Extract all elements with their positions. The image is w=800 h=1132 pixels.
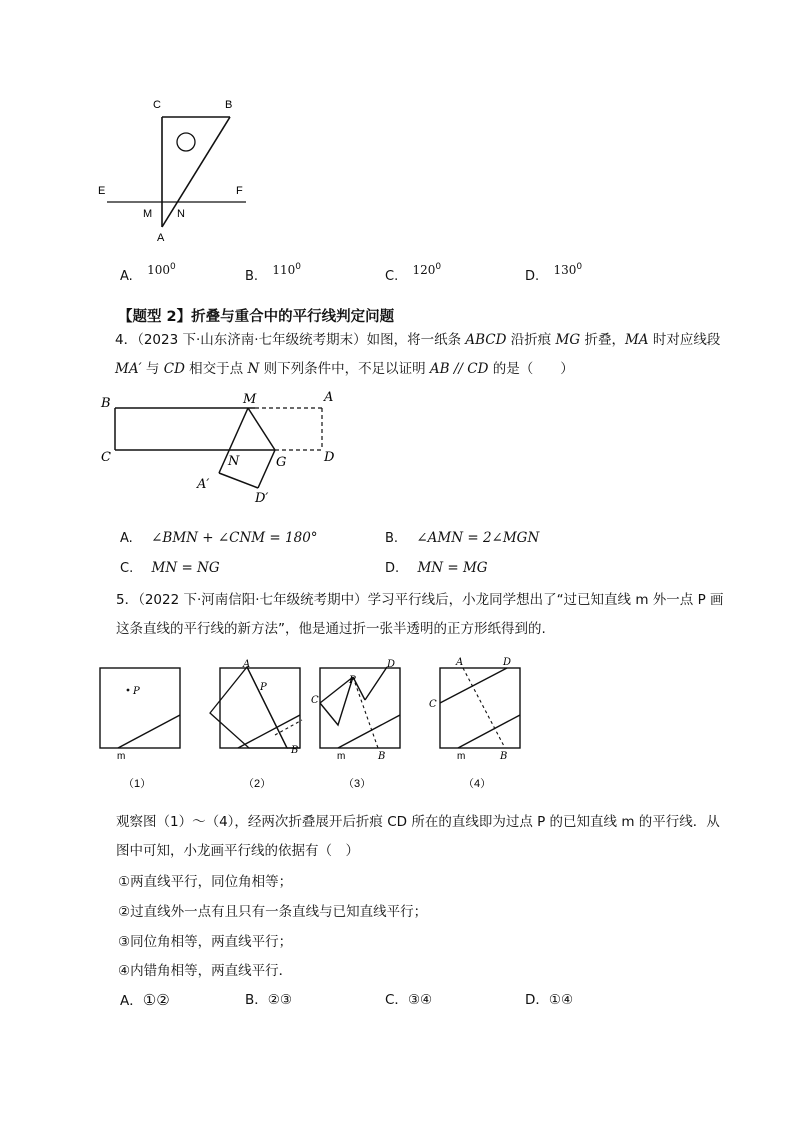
- q4-line-1: 4．（2023 下·山东济南·七年级统考期末）如图，将一纸条 ABCD 沿折痕 MG 折叠，MA 时对应线段: [115, 332, 721, 348]
- fig1-caption: （1）: [123, 778, 152, 790]
- section-heading: 【题型 2】折叠与重合中的平行线判定问题: [118, 309, 395, 325]
- q4-option-a: A. ∠BMN + ∠CNM = 180°: [120, 530, 318, 546]
- q3-option-d: D. $130^0$: [525, 262, 583, 284]
- fig1-label-P: P: [133, 686, 140, 697]
- q4-option-c: C. MN = NG: [120, 560, 220, 576]
- label-C: C: [101, 450, 111, 465]
- q5-option-b: B．②③: [245, 992, 292, 1008]
- label-D: D: [324, 450, 335, 465]
- q5-observe-1: 观察图（1）～（4），经两次折叠展开后折痕 CD 所在的直线即为过点 P 的已知直线 m 的平行线．从: [116, 814, 720, 830]
- q5-statement-2: ②过直线外一点有且只有一条直线与已知直线平行；: [118, 904, 428, 920]
- q5-figure-1: [100, 668, 180, 762]
- label-M: M: [243, 392, 257, 407]
- fig4-label-A: A: [456, 657, 464, 668]
- fig4-label-B: B: [500, 751, 508, 762]
- fig4-label-D: D: [503, 657, 512, 668]
- q5-figure-3: [311, 659, 400, 762]
- fig4-label-C: C: [429, 699, 437, 710]
- fig2-label-B: B: [291, 745, 299, 756]
- q4-line-2: MA′ 与 CD 相交于点 N 则下列条件中，不足以证明 AB // CD 的是（ ）: [115, 361, 574, 377]
- label-A-prime: A′: [197, 477, 210, 492]
- q5-statement-1: ①两直线平行，同位角相等；: [118, 874, 293, 890]
- q5-option-a: A．①②: [120, 991, 170, 1009]
- fig3-label-D: D: [387, 659, 396, 670]
- q5-line-2: 这条直线的平行线的新方法”，他是通过折一张半透明的正方形纸得到的.: [116, 621, 546, 637]
- fig2-label-P: P: [260, 682, 267, 693]
- q3-option-b: B. $110^0$: [245, 262, 301, 284]
- q5-statement-3: ③同位角相等，两直线平行；: [118, 934, 293, 950]
- q5-figure-4: [429, 657, 520, 762]
- label-N: N: [228, 454, 240, 469]
- label-M: M: [143, 208, 153, 220]
- q5-line-1: 5．（2022 下·河南信阳·七年级统考期中）学习平行线后，小龙同学想出了“过已知直线 m 外一点 P 画: [116, 592, 724, 608]
- q4-option-d: D. MN = MG: [385, 560, 488, 576]
- label-D-prime: D′: [255, 491, 269, 506]
- label-G: G: [276, 455, 287, 470]
- q3-option-a: A. $100^0$: [120, 262, 176, 284]
- fig4-caption: （4）: [463, 778, 492, 790]
- q3-figure: [90, 90, 260, 250]
- label-E: E: [98, 185, 106, 197]
- label-A: A: [157, 232, 165, 244]
- q5-figures: [95, 655, 535, 795]
- fig3-label-C: C: [311, 695, 319, 706]
- q4-option-b: B. ∠AMN = 2∠MGN: [385, 530, 540, 546]
- q5-option-c: C．③④: [385, 992, 433, 1008]
- q3-option-c: C. $120^0$: [385, 262, 442, 284]
- fig1-label-m: m: [117, 751, 126, 762]
- fig3-label-m: m: [337, 751, 346, 762]
- fig2-caption: （2）: [243, 778, 272, 790]
- fig3-label-P: P: [349, 675, 356, 686]
- q5-figure-2: [210, 659, 302, 756]
- label-B: B: [101, 396, 111, 411]
- q5-option-d: D．①④: [525, 992, 574, 1008]
- label-C: C: [153, 99, 161, 111]
- fig2-label-A: A: [243, 659, 251, 670]
- fig3-caption: （3）: [343, 778, 372, 790]
- fig4-label-m: m: [457, 751, 466, 762]
- fig3-label-B: B: [378, 751, 386, 762]
- label-N: N: [177, 208, 185, 220]
- label-F: F: [236, 185, 243, 197]
- q4-figure: [95, 385, 360, 510]
- q5-observe-2: 图中可知，小龙画平行线的依据有（ ）: [116, 843, 359, 859]
- q5-statement-4: ④内错角相等，两直线平行．: [118, 963, 293, 979]
- label-B: B: [225, 99, 233, 111]
- label-A: A: [324, 390, 334, 405]
